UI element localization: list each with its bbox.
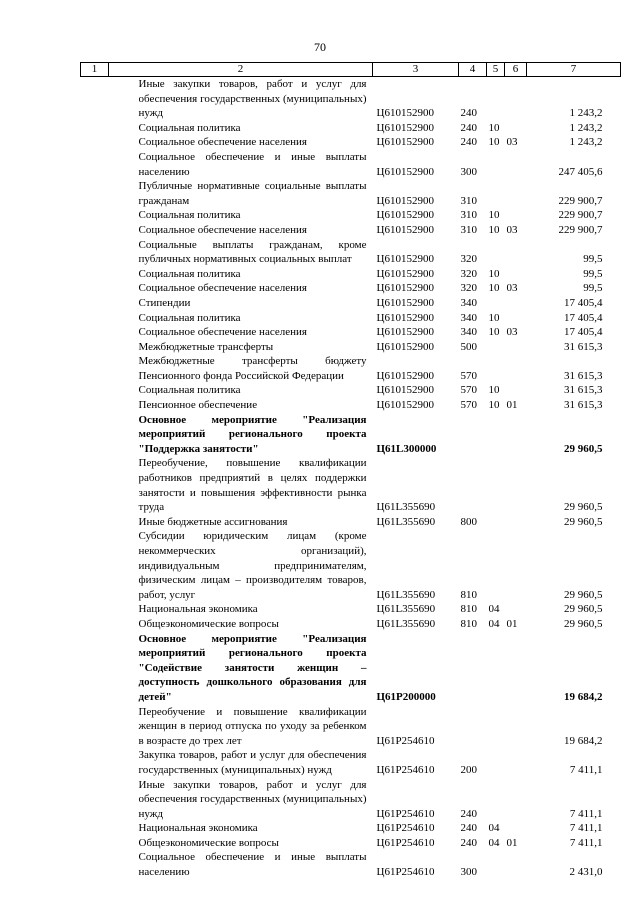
item-name-cell: Иные закупки товаров, работ и услуг для обеспечения государственных (муниципальных) нужд: [138, 778, 367, 820]
table-row: [81, 223, 621, 238]
item-name-cell: Социальное обеспечение и иные выплаты населению: [138, 851, 367, 879]
amount-cell: 7 411,1: [569, 836, 603, 849]
table-row: [81, 311, 621, 326]
expense-type-cell: [459, 413, 487, 457]
amount-cell: 29 960,5: [564, 603, 603, 616]
target-code-cell: Ц61P254610: [376, 734, 435, 747]
subsection-cell: [505, 456, 527, 514]
section-cell: [487, 77, 505, 121]
subsection-cell: [505, 515, 527, 530]
section-cell: [487, 632, 505, 705]
expense-type-cell: 240: [460, 121, 477, 134]
table-row: [81, 325, 621, 340]
expense-type-cell: 240: [460, 822, 477, 835]
subsection-cell: 01: [506, 617, 518, 630]
row-number-cell: [81, 179, 109, 208]
section-cell: [487, 705, 505, 749]
item-name-cell: Социальное обеспечение и иные выплаты населению: [138, 150, 367, 178]
target-code-cell: Ц610152900: [376, 253, 434, 266]
subsection-cell: [505, 632, 527, 705]
expense-type-cell: 810: [460, 603, 477, 616]
amount-cell: 29 960,5: [564, 442, 603, 455]
expense-type-cell: 810: [460, 617, 477, 630]
target-code-cell: Ц610152900: [376, 340, 434, 353]
section-cell: [487, 850, 505, 879]
table-row: [81, 238, 621, 267]
subsection-cell: [505, 529, 527, 602]
target-code-cell: Ц610152900: [376, 121, 434, 134]
amount-cell: 7 411,1: [569, 763, 603, 776]
section-cell: 10: [488, 399, 500, 412]
amount-cell: 2 431,0: [569, 866, 603, 879]
section-cell: 10: [488, 209, 500, 222]
section-cell: 04: [488, 617, 500, 630]
header-col-3: 3: [373, 63, 459, 77]
header-col-1: 1: [81, 63, 109, 77]
row-number-cell: [81, 383, 109, 398]
target-code-cell: Ц61L355690: [376, 603, 436, 616]
amount-cell: 31 615,3: [564, 384, 603, 397]
amount-cell: 17 405,4: [564, 326, 603, 339]
expense-type-cell: 240: [460, 107, 477, 120]
amount-cell: 7 411,1: [569, 807, 603, 820]
amount-cell: 229 900,7: [558, 194, 603, 207]
target-code-cell: Ц61L300000: [376, 442, 437, 455]
subsection-cell: 03: [506, 282, 518, 295]
target-code-cell: Ц610152900: [376, 399, 434, 412]
table-row: [81, 456, 621, 514]
item-name-cell: Публичные нормативные социальные выплаты гражданам: [138, 180, 367, 207]
target-code-cell: Ц610152900: [376, 369, 434, 382]
row-number-cell: [81, 850, 109, 879]
target-code-cell: Ц610152900: [376, 136, 434, 149]
row-number-cell: [81, 705, 109, 749]
expense-type-cell: 340: [460, 326, 477, 339]
expense-type-cell: 340: [460, 296, 477, 309]
expense-type-cell: 320: [460, 282, 477, 295]
subsection-cell: [505, 821, 527, 836]
item-name-cell: Межбюджетные трансферты бюджету Пенсионного фонда Российской Федерации: [138, 355, 367, 382]
item-name-cell: Основное мероприятие "Реализация мероприятий регионального проекта "Поддержка занятости": [138, 413, 367, 455]
subsection-cell: [505, 296, 527, 311]
amount-cell: 29 960,5: [564, 617, 603, 630]
header-col-2: 2: [109, 63, 373, 77]
table-row: [81, 778, 621, 822]
expense-type-cell: [459, 705, 487, 749]
expense-type-cell: 240: [460, 836, 477, 849]
amount-cell: 1 243,2: [569, 107, 603, 120]
item-name-cell: Субсидии юридическим лицам (кроме некоммерческих организаций), индивидуальным предпринимателям, физическим лицам – производителям товаров, работ, услуг: [138, 530, 367, 601]
table-row: [81, 340, 621, 355]
amount-cell: 31 615,3: [564, 369, 603, 382]
item-name-cell: Основное мероприятие "Реализация мероприятий регионального проекта "Содействие занятости женщин – доступность дошкольного образования для детей": [138, 632, 367, 703]
subsection-cell: [505, 208, 527, 223]
expense-type-cell: [459, 632, 487, 705]
header-col-7: 7: [527, 63, 621, 77]
row-number-cell: [81, 238, 109, 267]
expense-type-cell: 310: [460, 223, 477, 236]
amount-cell: 31 615,3: [564, 340, 603, 353]
section-cell: 10: [488, 326, 500, 339]
subsection-cell: [505, 238, 527, 267]
header-col-5: 5: [487, 63, 505, 77]
subsection-cell: 01: [506, 399, 518, 412]
section-cell: 10: [488, 267, 500, 280]
table-row: [81, 121, 621, 136]
target-code-cell: Ц610152900: [376, 282, 434, 295]
subsection-cell: [505, 311, 527, 326]
table-row: [81, 77, 621, 121]
subsection-cell: [505, 354, 527, 383]
expense-type-cell: 570: [460, 399, 477, 412]
expense-type-cell: 240: [460, 807, 477, 820]
target-code-cell: Ц610152900: [376, 384, 434, 397]
expense-type-cell: 300: [460, 165, 477, 178]
target-code-cell: Ц610152900: [376, 326, 434, 339]
section-cell: [487, 296, 505, 311]
section-cell: [487, 413, 505, 457]
subsection-cell: [505, 602, 527, 617]
item-name-cell: Закупка товаров, работ и услуг для обеспечения государственных (муниципальных) нужд: [138, 749, 367, 776]
item-name-cell: Общеэкономические вопросы: [138, 836, 279, 849]
table-row: [81, 850, 621, 879]
section-cell: [487, 340, 505, 355]
item-name-cell: Социальное обеспечение населения: [138, 136, 307, 149]
expense-type-cell: 500: [460, 340, 477, 353]
item-name-cell: Социальная политика: [138, 121, 241, 134]
amount-cell: 1 243,2: [569, 136, 603, 149]
table-row: [81, 413, 621, 457]
table-row: [81, 150, 621, 179]
target-code-cell: Ц61P254610: [376, 822, 435, 835]
item-name-cell: Иные бюджетные ассигнования: [138, 515, 288, 528]
target-code-cell: Ц61P254610: [376, 866, 435, 879]
header-col-6: 6: [505, 63, 527, 77]
section-cell: [487, 150, 505, 179]
subsection-cell: [505, 705, 527, 749]
row-number-cell: [81, 354, 109, 383]
section-cell: 04: [488, 603, 500, 616]
subsection-cell: [505, 179, 527, 208]
target-code-cell: Ц61L355690: [376, 617, 436, 630]
row-number-cell: [81, 529, 109, 602]
table-header: [81, 63, 621, 77]
table-row: [81, 821, 621, 836]
amount-cell: 1 243,2: [569, 121, 603, 134]
budget-table: [80, 62, 621, 880]
item-name-cell: Стипендии: [138, 296, 191, 309]
target-code-cell: Ц61L355690: [376, 515, 436, 528]
row-number-cell: [81, 121, 109, 136]
item-name-cell: Социальная политика: [138, 209, 241, 222]
table-row: [81, 267, 621, 282]
row-number-cell: [81, 150, 109, 179]
target-code-cell: Ц61P200000: [376, 690, 436, 703]
header-row: [81, 63, 621, 77]
budget-table-container: [80, 62, 620, 880]
item-name-cell: Социальное обеспечение населения: [138, 326, 307, 339]
section-cell: 10: [488, 384, 500, 397]
row-number-cell: [81, 311, 109, 326]
item-name-cell: Общеэкономические вопросы: [138, 617, 279, 630]
amount-cell: 99,5: [583, 267, 603, 280]
section-cell: [487, 515, 505, 530]
table-body: [81, 77, 621, 880]
row-number-cell: [81, 836, 109, 851]
subsection-cell: [505, 850, 527, 879]
expense-type-cell: 300: [460, 866, 477, 879]
target-code-cell: Ц61L355690: [376, 501, 436, 514]
target-code-cell: Ц61L355690: [376, 588, 436, 601]
table-row: [81, 208, 621, 223]
amount-cell: 19 684,2: [564, 690, 603, 703]
row-number-cell: [81, 77, 109, 121]
amount-cell: 229 900,7: [558, 223, 603, 236]
subsection-cell: [505, 150, 527, 179]
table-row: [81, 748, 621, 777]
amount-cell: 31 615,3: [564, 399, 603, 412]
section-cell: 04: [488, 836, 500, 849]
row-number-cell: [81, 135, 109, 150]
table-row: [81, 529, 621, 602]
row-number-cell: [81, 632, 109, 705]
item-name-cell: Иные закупки товаров, работ и услуг для обеспечения государственных (муниципальных) нужд: [138, 78, 367, 120]
amount-cell: 247 405,6: [558, 165, 603, 178]
table-row: [81, 398, 621, 413]
section-cell: [487, 778, 505, 822]
amount-cell: 29 960,5: [564, 501, 603, 514]
expense-type-cell: 310: [460, 209, 477, 222]
table-row: [81, 383, 621, 398]
item-name-cell: Переобучение, повышение квалификации работников предприятий в целях поддержки занятости и повышения эффективности рынка труда: [138, 457, 367, 514]
item-name-cell: Социальное обеспечение населения: [138, 282, 307, 295]
target-code-cell: Ц610152900: [376, 267, 434, 280]
expense-type-cell: 320: [460, 267, 477, 280]
subsection-cell: 03: [506, 223, 518, 236]
subsection-cell: [505, 121, 527, 136]
item-name-cell: Социальные выплаты гражданам, кроме публичных нормативных социальных выплат: [138, 238, 367, 266]
target-code-cell: Ц61P254610: [376, 836, 435, 849]
item-name-cell: Социальная политика: [138, 267, 241, 280]
section-cell: [487, 456, 505, 514]
target-code-cell: Ц610152900: [376, 107, 434, 120]
item-name-cell: Пенсионное обеспечение: [138, 399, 258, 412]
expense-type-cell: 310: [460, 194, 477, 207]
target-code-cell: Ц610152900: [376, 296, 434, 309]
row-number-cell: [81, 821, 109, 836]
subsection-cell: 03: [506, 136, 518, 149]
row-number-cell: [81, 456, 109, 514]
table-row: [81, 354, 621, 383]
subsection-cell: [505, 748, 527, 777]
expense-type-cell: 200: [460, 763, 477, 776]
section-cell: [487, 179, 505, 208]
page-number: 70: [314, 40, 326, 54]
target-code-cell: Ц610152900: [376, 165, 434, 178]
table-row: [81, 135, 621, 150]
table-row: [81, 602, 621, 617]
subsection-cell: [505, 413, 527, 457]
table-row: [81, 836, 621, 851]
section-cell: [487, 529, 505, 602]
table-row: [81, 179, 621, 208]
target-code-cell: Ц610152900: [376, 209, 434, 222]
table-row: [81, 296, 621, 311]
amount-cell: 99,5: [583, 253, 603, 266]
expense-type-cell: 340: [460, 311, 477, 324]
section-cell: 10: [488, 311, 500, 324]
section-cell: 10: [488, 136, 500, 149]
row-number-cell: [81, 340, 109, 355]
row-number-cell: [81, 617, 109, 632]
row-number-cell: [81, 398, 109, 413]
amount-cell: 229 900,7: [558, 209, 603, 222]
expense-type-cell: [459, 456, 487, 514]
table-row: [81, 617, 621, 632]
target-code-cell: Ц61P254610: [376, 763, 435, 776]
amount-cell: 19 684,2: [564, 734, 603, 747]
table-row: [81, 515, 621, 530]
subsection-cell: [505, 77, 527, 121]
target-code-cell: Ц610152900: [376, 194, 434, 207]
row-number-cell: [81, 296, 109, 311]
item-name-cell: Межбюджетные трансферты: [138, 340, 274, 353]
section-cell: 04: [488, 822, 500, 835]
expense-type-cell: 570: [460, 384, 477, 397]
table-row: [81, 281, 621, 296]
subsection-cell: 03: [506, 326, 518, 339]
expense-type-cell: 800: [460, 515, 477, 528]
target-code-cell: Ц61P254610: [376, 807, 435, 820]
subsection-cell: [505, 778, 527, 822]
item-name-cell: Национальная экономика: [138, 603, 258, 616]
subsection-cell: 01: [506, 836, 518, 849]
row-number-cell: [81, 208, 109, 223]
row-number-cell: [81, 325, 109, 340]
target-code-cell: Ц610152900: [376, 223, 434, 236]
expense-type-cell: 240: [460, 136, 477, 149]
section-cell: [487, 354, 505, 383]
subsection-cell: [505, 383, 527, 398]
amount-cell: 17 405,4: [564, 311, 603, 324]
amount-cell: 99,5: [583, 282, 603, 295]
amount-cell: 7 411,1: [569, 822, 603, 835]
item-name-cell: Национальная экономика: [138, 822, 258, 835]
header-col-4: 4: [459, 63, 487, 77]
row-number-cell: [81, 748, 109, 777]
amount-cell: 29 960,5: [564, 515, 603, 528]
expense-type-cell: 320: [460, 253, 477, 266]
row-number-cell: [81, 778, 109, 822]
row-number-cell: [81, 515, 109, 530]
target-code-cell: Ц610152900: [376, 311, 434, 324]
subsection-cell: [505, 340, 527, 355]
row-number-cell: [81, 223, 109, 238]
amount-cell: 29 960,5: [564, 588, 603, 601]
section-cell: 10: [488, 121, 500, 134]
item-name-cell: Социальное обеспечение населения: [138, 223, 307, 236]
item-name-cell: Переобучение и повышение квалификации женщин в период отпуска по уходу за ребенком в возрасте до трех лет: [138, 705, 367, 747]
item-name-cell: Социальная политика: [138, 384, 241, 397]
amount-cell: 17 405,4: [564, 296, 603, 309]
section-cell: 10: [488, 223, 500, 236]
expense-type-cell: 570: [460, 369, 477, 382]
section-cell: [487, 238, 505, 267]
section-cell: [487, 748, 505, 777]
row-number-cell: [81, 281, 109, 296]
row-number-cell: [81, 413, 109, 457]
expense-type-cell: 810: [460, 588, 477, 601]
section-cell: 10: [488, 282, 500, 295]
table-row: [81, 705, 621, 749]
item-name-cell: Социальная политика: [138, 311, 241, 324]
row-number-cell: [81, 267, 109, 282]
row-number-cell: [81, 602, 109, 617]
subsection-cell: [505, 267, 527, 282]
table-row: [81, 632, 621, 705]
